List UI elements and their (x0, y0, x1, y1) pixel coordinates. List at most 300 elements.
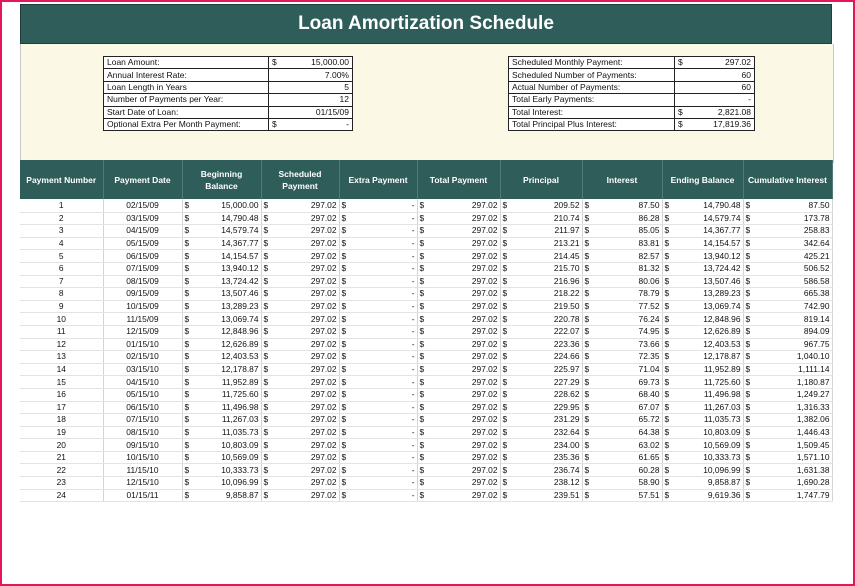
info-value[interactable]: 01/15/09 (284, 106, 353, 118)
table-cell[interactable] (662, 199, 743, 212)
table-cell[interactable] (743, 426, 832, 439)
table-cell[interactable]: 12/15/10 (103, 477, 182, 490)
table-cell[interactable] (417, 451, 500, 464)
table-cell[interactable] (582, 237, 662, 250)
table-cell[interactable] (417, 338, 500, 351)
table-cell[interactable] (339, 313, 417, 326)
info-value[interactable]: 2,821.08 (690, 106, 755, 118)
info-currency[interactable] (675, 94, 691, 106)
table-cell[interactable]: 08/15/10 (103, 426, 182, 439)
table-cell[interactable] (582, 401, 662, 414)
table-cell[interactable] (500, 212, 582, 225)
table-cell[interactable] (417, 414, 500, 427)
table-cell[interactable] (500, 401, 582, 414)
table-cell[interactable] (582, 225, 662, 238)
table-cell[interactable] (743, 250, 832, 263)
table-cell[interactable] (182, 426, 261, 439)
table-cell[interactable] (662, 262, 743, 275)
info-label[interactable]: Total Early Payments: (509, 94, 675, 106)
info-value[interactable]: 17,819.36 (690, 118, 755, 130)
table-cell[interactable] (662, 300, 743, 313)
table-cell[interactable] (500, 225, 582, 238)
table-cell[interactable] (182, 477, 261, 490)
info-value[interactable]: 7.00% (284, 69, 353, 81)
table-cell[interactable] (417, 464, 500, 477)
table-cell[interactable] (417, 212, 500, 225)
table-cell[interactable] (339, 363, 417, 376)
table-cell[interactable] (662, 225, 743, 238)
table-cell[interactable] (261, 237, 339, 250)
table-cell[interactable] (182, 439, 261, 452)
table-cell[interactable] (743, 376, 832, 389)
table-cell[interactable] (743, 464, 832, 477)
table-cell[interactable] (261, 351, 339, 364)
column-header[interactable]: Interest (582, 160, 662, 199)
table-cell[interactable] (182, 199, 261, 212)
table-cell[interactable] (743, 300, 832, 313)
table-cell[interactable] (417, 376, 500, 389)
table-cell[interactable] (743, 477, 832, 490)
table-cell[interactable] (261, 313, 339, 326)
table-cell[interactable] (417, 351, 500, 364)
table-cell[interactable] (417, 300, 500, 313)
table-cell[interactable] (582, 477, 662, 490)
table-cell[interactable] (500, 363, 582, 376)
column-header[interactable]: Extra Payment (339, 160, 417, 199)
table-cell[interactable] (500, 464, 582, 477)
table-cell[interactable] (500, 275, 582, 288)
table-cell[interactable]: 10/15/09 (103, 300, 182, 313)
table-cell[interactable] (261, 300, 339, 313)
table-cell[interactable] (417, 237, 500, 250)
table-cell[interactable] (500, 376, 582, 389)
table-cell[interactable] (182, 237, 261, 250)
table-cell[interactable] (182, 250, 261, 263)
table-cell[interactable] (500, 199, 582, 212)
table-cell[interactable]: 06/15/09 (103, 250, 182, 263)
table-cell[interactable] (662, 338, 743, 351)
table-cell[interactable] (261, 414, 339, 427)
cell-value: 234.00 (553, 439, 580, 450)
table-cell[interactable] (417, 325, 500, 338)
table-cell[interactable] (339, 275, 417, 288)
table-cell[interactable]: 04/15/10 (103, 376, 182, 389)
table-cell[interactable] (500, 262, 582, 275)
table-cell[interactable] (261, 464, 339, 477)
table-cell[interactable] (339, 212, 417, 225)
table-cell[interactable]: 03/15/10 (103, 363, 182, 376)
table-cell[interactable] (182, 275, 261, 288)
table-cell[interactable] (500, 237, 582, 250)
table-cell[interactable] (582, 388, 662, 401)
table-cell[interactable] (662, 288, 743, 301)
info-value[interactable]: 15,000.00 (284, 57, 353, 69)
table-cell[interactable]: 02/15/10 (103, 351, 182, 364)
table-cell[interactable]: 09/15/10 (103, 439, 182, 452)
loan-summary-table (508, 56, 755, 131)
table-cell[interactable] (417, 275, 500, 288)
info-currency[interactable] (269, 94, 285, 106)
table-cell[interactable] (182, 363, 261, 376)
table-cell[interactable] (261, 212, 339, 225)
table-cell[interactable] (662, 414, 743, 427)
table-cell[interactable]: 6 (20, 262, 103, 275)
table-cell[interactable] (743, 439, 832, 452)
table-cell[interactable] (339, 477, 417, 490)
table-cell[interactable] (182, 489, 261, 502)
column-header[interactable]: Ending Balance (662, 160, 743, 199)
column-header[interactable]: Payment Number (20, 160, 103, 199)
table-cell[interactable] (182, 401, 261, 414)
table-cell[interactable] (582, 338, 662, 351)
table-cell[interactable] (261, 363, 339, 376)
table-cell[interactable] (582, 212, 662, 225)
table-cell[interactable] (743, 288, 832, 301)
table-cell[interactable] (743, 363, 832, 376)
table-cell[interactable] (743, 414, 832, 427)
table-cell[interactable]: 02/15/09 (103, 199, 182, 212)
table-cell[interactable] (743, 313, 832, 326)
table-cell[interactable] (662, 464, 743, 477)
table-cell[interactable] (662, 212, 743, 225)
info-currency[interactable] (269, 69, 285, 81)
table-cell[interactable]: 13 (20, 351, 103, 364)
table-cell[interactable]: 05/15/09 (103, 237, 182, 250)
table-cell[interactable] (339, 451, 417, 464)
table-cell[interactable]: 04/15/09 (103, 225, 182, 238)
table-cell[interactable] (339, 376, 417, 389)
table-cell[interactable]: 11 (20, 325, 103, 338)
table-cell[interactable] (261, 439, 339, 452)
info-currency[interactable] (675, 81, 691, 93)
table-cell[interactable] (417, 363, 500, 376)
table-cell[interactable] (500, 477, 582, 490)
table-cell[interactable] (743, 338, 832, 351)
table-cell[interactable] (339, 401, 417, 414)
column-header[interactable]: Principal (500, 160, 582, 199)
table-cell[interactable] (662, 275, 743, 288)
table-cell[interactable] (339, 288, 417, 301)
table-cell[interactable]: 23 (20, 477, 103, 490)
table-cell[interactable] (182, 414, 261, 427)
table-cell[interactable]: 20 (20, 439, 103, 452)
info-currency[interactable]: $ (269, 57, 285, 69)
info-label[interactable]: Scheduled Number of Payments: (509, 69, 675, 81)
table-cell[interactable] (743, 401, 832, 414)
table-cell[interactable] (261, 275, 339, 288)
table-cell[interactable]: 11/15/09 (103, 313, 182, 326)
table-cell[interactable] (261, 489, 339, 502)
table-cell[interactable] (500, 351, 582, 364)
table-cell[interactable] (582, 351, 662, 364)
table-cell[interactable]: 01/15/10 (103, 338, 182, 351)
table-cell[interactable] (500, 388, 582, 401)
table-cell[interactable] (500, 489, 582, 502)
table-cell[interactable] (417, 439, 500, 452)
table-cell[interactable] (182, 376, 261, 389)
table-cell[interactable] (743, 451, 832, 464)
table-cell[interactable] (339, 489, 417, 502)
table-cell[interactable] (743, 199, 832, 212)
info-value[interactable]: - (690, 94, 755, 106)
info-value[interactable]: 60 (690, 69, 755, 81)
table-cell[interactable]: 7 (20, 275, 103, 288)
table-cell[interactable] (417, 313, 500, 326)
table-cell[interactable] (582, 275, 662, 288)
table-cell[interactable] (417, 250, 500, 263)
table-cell[interactable] (417, 199, 500, 212)
table-cell[interactable] (417, 401, 500, 414)
table-cell[interactable] (182, 262, 261, 275)
currency-symbol: $ (745, 238, 751, 249)
table-cell[interactable] (500, 250, 582, 263)
table-cell[interactable] (582, 262, 662, 275)
table-cell[interactable]: 11/15/10 (103, 464, 182, 477)
cell-value: 425.21 (803, 250, 830, 261)
table-cell[interactable] (261, 325, 339, 338)
info-value[interactable]: 12 (284, 94, 353, 106)
info-label[interactable]: Loan Amount: (104, 57, 269, 69)
table-cell[interactable] (743, 351, 832, 364)
table-cell[interactable] (662, 451, 743, 464)
table-cell[interactable]: 1 (20, 199, 103, 212)
info-value[interactable]: 5 (284, 81, 353, 93)
info-label[interactable]: Optional Extra Per Month Payment: (104, 118, 269, 130)
column-header[interactable]: Total Payment (417, 160, 500, 199)
table-cell[interactable] (339, 351, 417, 364)
currency-symbol: $ (664, 301, 670, 312)
table-cell[interactable] (500, 338, 582, 351)
table-cell[interactable] (662, 237, 743, 250)
table-cell[interactable] (261, 376, 339, 389)
info-label[interactable]: Annual Interest Rate: (104, 69, 269, 81)
info-label[interactable]: Total Interest: (509, 106, 675, 118)
table-cell[interactable] (417, 288, 500, 301)
cell-value: 11,725.60 (703, 376, 741, 387)
table-cell[interactable] (339, 237, 417, 250)
info-currency[interactable]: $ (675, 118, 691, 130)
currency-symbol: $ (664, 364, 670, 375)
info-currency[interactable]: $ (675, 57, 691, 69)
column-header[interactable]: Scheduled Payment (261, 160, 339, 199)
table-cell[interactable] (500, 451, 582, 464)
info-value[interactable]: 60 (690, 81, 755, 93)
table-cell[interactable] (417, 388, 500, 401)
table-cell[interactable] (182, 351, 261, 364)
table-cell[interactable] (417, 262, 500, 275)
table-cell[interactable] (582, 439, 662, 452)
table-cell[interactable] (662, 325, 743, 338)
table-cell[interactable] (182, 288, 261, 301)
table-cell[interactable] (500, 313, 582, 326)
table-cell[interactable] (662, 477, 743, 490)
table-cell[interactable] (339, 325, 417, 338)
table-cell[interactable] (743, 489, 832, 502)
table-cell[interactable] (582, 489, 662, 502)
table-cell[interactable]: 19 (20, 426, 103, 439)
info-currency[interactable] (675, 69, 691, 81)
table-cell[interactable] (743, 388, 832, 401)
table-cell[interactable] (500, 439, 582, 452)
table-cell[interactable]: 9 (20, 300, 103, 313)
table-cell[interactable] (339, 464, 417, 477)
table-cell[interactable]: 01/15/11 (103, 489, 182, 502)
table-cell[interactable] (582, 451, 662, 464)
table-cell[interactable] (182, 313, 261, 326)
column-header[interactable]: Payment Date (103, 160, 182, 199)
table-cell[interactable] (182, 464, 261, 477)
table-cell[interactable] (662, 489, 743, 502)
table-cell[interactable]: 8 (20, 288, 103, 301)
table-cell[interactable] (339, 439, 417, 452)
table-cell[interactable]: 4 (20, 237, 103, 250)
table-cell[interactable] (339, 250, 417, 263)
table-cell[interactable] (182, 325, 261, 338)
table-cell[interactable] (582, 325, 662, 338)
table-cell[interactable] (500, 288, 582, 301)
table-cell[interactable] (743, 262, 832, 275)
table-cell[interactable]: 10 (20, 313, 103, 326)
table-cell[interactable] (582, 376, 662, 389)
table-cell[interactable]: 06/15/10 (103, 401, 182, 414)
info-label[interactable]: Start Date of Loan: (104, 106, 269, 118)
table-cell[interactable] (743, 325, 832, 338)
info-value[interactable]: 297.02 (690, 57, 755, 69)
table-cell[interactable]: 22 (20, 464, 103, 477)
table-cell[interactable] (182, 338, 261, 351)
table-cell[interactable] (261, 426, 339, 439)
table-cell[interactable] (662, 313, 743, 326)
table-cell[interactable] (582, 199, 662, 212)
table-cell[interactable] (582, 288, 662, 301)
info-currency[interactable]: $ (675, 106, 691, 118)
cell-value: - (411, 275, 415, 286)
table-cell[interactable] (743, 237, 832, 250)
info-label[interactable]: Scheduled Monthly Payment: (509, 57, 675, 69)
table-cell[interactable] (662, 351, 743, 364)
table-cell[interactable]: 07/15/10 (103, 414, 182, 427)
info-currency[interactable]: $ (269, 118, 285, 130)
table-cell[interactable] (743, 275, 832, 288)
table-cell[interactable]: 03/15/09 (103, 212, 182, 225)
cell-value: 11,496.98 (221, 401, 259, 412)
info-currency[interactable] (269, 106, 285, 118)
table-cell[interactable] (261, 225, 339, 238)
table-cell[interactable]: 16 (20, 388, 103, 401)
table-cell[interactable] (261, 451, 339, 464)
table-cell[interactable] (261, 338, 339, 351)
table-cell[interactable]: 15 (20, 376, 103, 389)
table-cell[interactable]: 12 (20, 338, 103, 351)
table-cell[interactable] (339, 300, 417, 313)
table-cell[interactable]: 2 (20, 212, 103, 225)
table-cell[interactable]: 12/15/09 (103, 325, 182, 338)
table-cell[interactable] (582, 426, 662, 439)
info-label[interactable]: Number of Payments per Year: (104, 94, 269, 106)
column-header[interactable]: Beginning Balance (182, 160, 261, 199)
table-cell[interactable] (417, 225, 500, 238)
table-cell[interactable]: 14 (20, 363, 103, 376)
table-cell[interactable] (743, 212, 832, 225)
table-cell[interactable]: 08/15/09 (103, 275, 182, 288)
table-cell[interactable]: 5 (20, 250, 103, 263)
table-cell[interactable] (500, 325, 582, 338)
table-cell[interactable] (500, 426, 582, 439)
table-cell[interactable] (182, 451, 261, 464)
table-cell[interactable] (339, 426, 417, 439)
table-cell[interactable] (339, 338, 417, 351)
table-cell[interactable] (261, 401, 339, 414)
table-cell[interactable]: 3 (20, 225, 103, 238)
table-cell[interactable] (500, 300, 582, 313)
table-cell[interactable] (339, 225, 417, 238)
table-cell[interactable]: 17 (20, 401, 103, 414)
column-header[interactable]: Cumulative Interest (743, 160, 832, 199)
info-label[interactable]: Total Principal Plus Interest: (509, 118, 675, 130)
table-cell[interactable] (662, 426, 743, 439)
table-cell[interactable] (582, 363, 662, 376)
table-cell[interactable] (339, 199, 417, 212)
table-cell[interactable] (182, 300, 261, 313)
table-cell[interactable] (662, 363, 743, 376)
info-value[interactable]: - (284, 118, 353, 130)
table-cell[interactable] (261, 199, 339, 212)
info-label[interactable]: Actual Number of Payments: (509, 81, 675, 93)
cell-value: - (411, 439, 415, 450)
table-cell[interactable] (182, 212, 261, 225)
table-cell[interactable] (417, 477, 500, 490)
currency-symbol: $ (419, 326, 425, 337)
table-cell[interactable] (662, 388, 743, 401)
table-cell[interactable]: 07/15/09 (103, 262, 182, 275)
table-row (20, 313, 832, 326)
table-cell[interactable] (582, 464, 662, 477)
table-cell[interactable] (662, 401, 743, 414)
table-cell[interactable] (261, 288, 339, 301)
table-cell[interactable]: 21 (20, 451, 103, 464)
info-currency[interactable] (269, 81, 285, 93)
table-cell[interactable] (582, 414, 662, 427)
table-cell[interactable] (582, 313, 662, 326)
table-cell[interactable]: 24 (20, 489, 103, 502)
table-cell[interactable] (261, 262, 339, 275)
table-cell[interactable] (582, 300, 662, 313)
cell-value: 1,690.28 (796, 477, 830, 488)
table-cell[interactable]: 18 (20, 414, 103, 427)
table-cell[interactable] (182, 225, 261, 238)
table-cell[interactable] (743, 225, 832, 238)
info-label[interactable]: Loan Length in Years (104, 81, 269, 93)
table-cell[interactable]: 05/15/10 (103, 388, 182, 401)
table-cell[interactable] (417, 426, 500, 439)
table-cell[interactable] (182, 388, 261, 401)
table-cell[interactable] (500, 414, 582, 427)
table-cell[interactable]: 09/15/09 (103, 288, 182, 301)
table-cell[interactable] (662, 376, 743, 389)
table-cell[interactable] (662, 250, 743, 263)
table-cell[interactable] (261, 477, 339, 490)
table-cell[interactable] (339, 388, 417, 401)
table-cell[interactable] (662, 439, 743, 452)
table-cell[interactable] (339, 262, 417, 275)
table-cell[interactable] (339, 414, 417, 427)
table-cell[interactable] (261, 250, 339, 263)
currency-symbol: $ (502, 364, 508, 375)
table-cell[interactable]: 10/15/10 (103, 451, 182, 464)
table-cell[interactable] (582, 250, 662, 263)
table-cell[interactable] (417, 489, 500, 502)
table-cell[interactable] (261, 388, 339, 401)
